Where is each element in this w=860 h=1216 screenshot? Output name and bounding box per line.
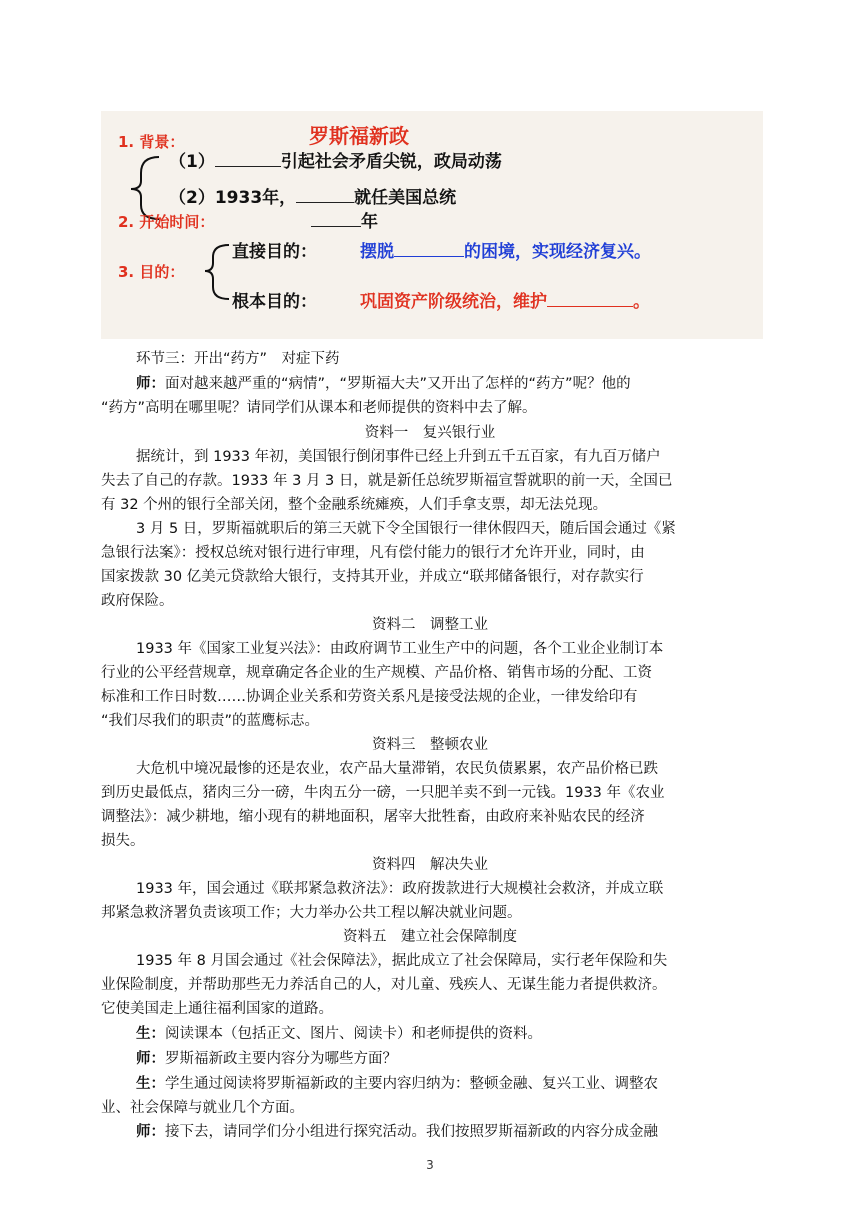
material-heading-1: 资料一 复兴银行业 [364, 425, 496, 441]
student-label: 生： [136, 1076, 165, 1092]
paragraph-line: 损失。 [101, 833, 145, 849]
section-heading: 环节三：开出“药方” 对症下药 [136, 351, 340, 367]
teacher-line [136, 1121, 860, 1143]
paragraph-line: “药方”高明在哪里呢？请同学们从课本和老师提供的资料中去了解。 [101, 400, 537, 416]
student-line [136, 1023, 860, 1045]
background-label: 1. 背景： [118, 133, 185, 151]
material-heading-2: 资料二 调整工业 [372, 617, 488, 633]
paragraph-line: 大危机中境况最惨的还是农业，农产品大量滞销，农民负债累累，农产品价格已跌 [136, 761, 658, 777]
paragraph-line: 3 月 5 日，罗斯福就职后的第三天就下令全国银行一律休假四天，随后国会通过《紧 [136, 521, 676, 537]
paragraph-line: 政府保险。 [101, 593, 174, 609]
bg-item2-prefix: （2）1933年， [169, 188, 297, 208]
bg-item1-suffix: 引起社会矛盾尖锐，政局动荡 [280, 152, 502, 172]
student-label: 生： [136, 1026, 165, 1042]
background-item-2 [169, 183, 456, 208]
goal-brace [205, 245, 229, 299]
fill-in-blank [311, 209, 361, 227]
direct-prefix: 摆脱 [360, 242, 394, 262]
paragraph-line: 它使美国走上通往福利国家的道路。 [101, 1001, 333, 1017]
fill-in-blank [394, 239, 464, 257]
teacher-label: 师： [136, 1051, 165, 1067]
paragraph-line: 到历史最低点，猪肉三分一磅，牛肉五分一磅，一只肥羊卖不到一元钱。1933 年《农业 [101, 785, 665, 801]
paragraph-line: 调整法》：减少耕地，缩小现有的耕地面积，屠宰大批牲畜，由政府来补贴农民的经济 [101, 809, 645, 825]
page-number: 3 [426, 1158, 434, 1172]
paragraph-text: 罗斯福新政主要内容分为哪些方面？ [165, 1051, 397, 1067]
background-brace [131, 157, 159, 219]
paragraph-line: 有 32 个州的银行全部关闭，整个金融系统瘫痪，人们手拿支票，却无法兑现。 [101, 497, 608, 513]
paragraph-line: “我们尽我们的职责”的蓝鹰标志。 [101, 713, 320, 729]
material-heading-5: 资料五 建立社会保障制度 [343, 929, 517, 945]
start-time-label: 2. 开始时间： [118, 213, 215, 231]
paragraph-line: 急银行法案》：授权总统对银行进行审理，凡有偿付能力的银行才允许开业，同时，由 [101, 545, 645, 561]
paragraph-line: 1933 年，国会通过《联邦紧急救济法》：政府拨款进行大规模社会救济，并成立联 [136, 881, 664, 897]
new-deal-slide-image [101, 111, 763, 339]
teacher-line [136, 1048, 860, 1070]
teacher-label: 师： [136, 1124, 165, 1140]
goal-label: 3. 目的： [118, 263, 185, 281]
fundamental-goal-text [360, 287, 650, 312]
paragraph-line: 业保险制度，并帮助那些无力养活自己的人，对儿童、残疾人、无谋生能力者提供救济。 [101, 977, 667, 993]
direct-goal-label: 直接目的： [232, 242, 317, 262]
fill-in-blank [547, 289, 633, 307]
paragraph-line: 业、社会保障与就业几个方面。 [101, 1100, 304, 1116]
paragraph-text: 面对越来越严重的“病情”，“罗斯福大夫”又开出了怎样的“药方”呢？他的 [165, 376, 631, 392]
fundamental-prefix: 巩固资产阶级统治，维护 [360, 292, 547, 312]
background-item-1 [169, 147, 502, 172]
paragraph-line: 1935 年 8 月国会通过《社会保障法》，据此成立了社会保障局，实行老年保险和失 [136, 953, 668, 969]
slide-title: 罗斯福新政 [309, 124, 409, 148]
material-heading-4: 资料四 解决失业 [372, 857, 488, 873]
paragraph-line: 国家拨款 30 亿美元贷款给大银行，支持其开业，并成立“联邦储备银行，对存款实行 [101, 569, 644, 585]
start-suffix: 年 [361, 212, 378, 232]
paragraph-text: 学生通过阅读将罗斯福新政的主要内容归纳为：整顿金融、复兴工业、调整农 [165, 1076, 658, 1092]
paragraph-line: 1933 年《国家工业复兴法》：由政府调节工业生产中的问题，各个工业企业制订本 [136, 641, 664, 657]
teacher-line [136, 373, 860, 395]
direct-goal-text [360, 237, 651, 262]
bg-item1-prefix: （1） [169, 152, 215, 172]
paragraph-line: 行业的公平经营规章，规章确定各企业的生产规模、产品价格、销售市场的分配、工资 [101, 665, 652, 681]
fundamental-goal-label: 根本目的： [232, 292, 317, 312]
paragraph-line: 邦紧急救济署负责该项工作；大力举办公共工程以解决就业问题。 [101, 905, 522, 921]
student-line [136, 1073, 860, 1095]
material-heading-3: 资料三 整顿农业 [372, 737, 488, 753]
fundamental-suffix: 。 [633, 292, 650, 312]
teacher-label: 师： [136, 376, 165, 392]
fill-in-blank [296, 185, 354, 203]
paragraph-line: 标准和工作日时数……协调企业关系和劳资关系凡是接受法规的企业，一律发给印有 [101, 689, 638, 705]
bg-item2-suffix: 就任美国总统 [354, 188, 457, 208]
paragraph-line: 据统计，到 1933 年初，美国银行倒闭事件已经上升到五千五百家，有九百万储户 [136, 449, 661, 465]
fill-in-blank [215, 149, 281, 167]
paragraph-line: 失去了自己的存款。1933 年 3 月 3 日，就是新任总统罗斯福宣誓就职的前一天，全国已 [101, 473, 673, 489]
paragraph-text: 接下去，请同学们分小组进行探究活动。我们按照罗斯福新政的内容分成金融 [165, 1124, 658, 1140]
paragraph-text: 阅读课本（包括正文、图片、阅读卡）和老师提供的资料。 [165, 1026, 542, 1042]
direct-suffix: 的困境，实现经济复兴。 [464, 242, 651, 262]
start-time-value [311, 207, 378, 232]
